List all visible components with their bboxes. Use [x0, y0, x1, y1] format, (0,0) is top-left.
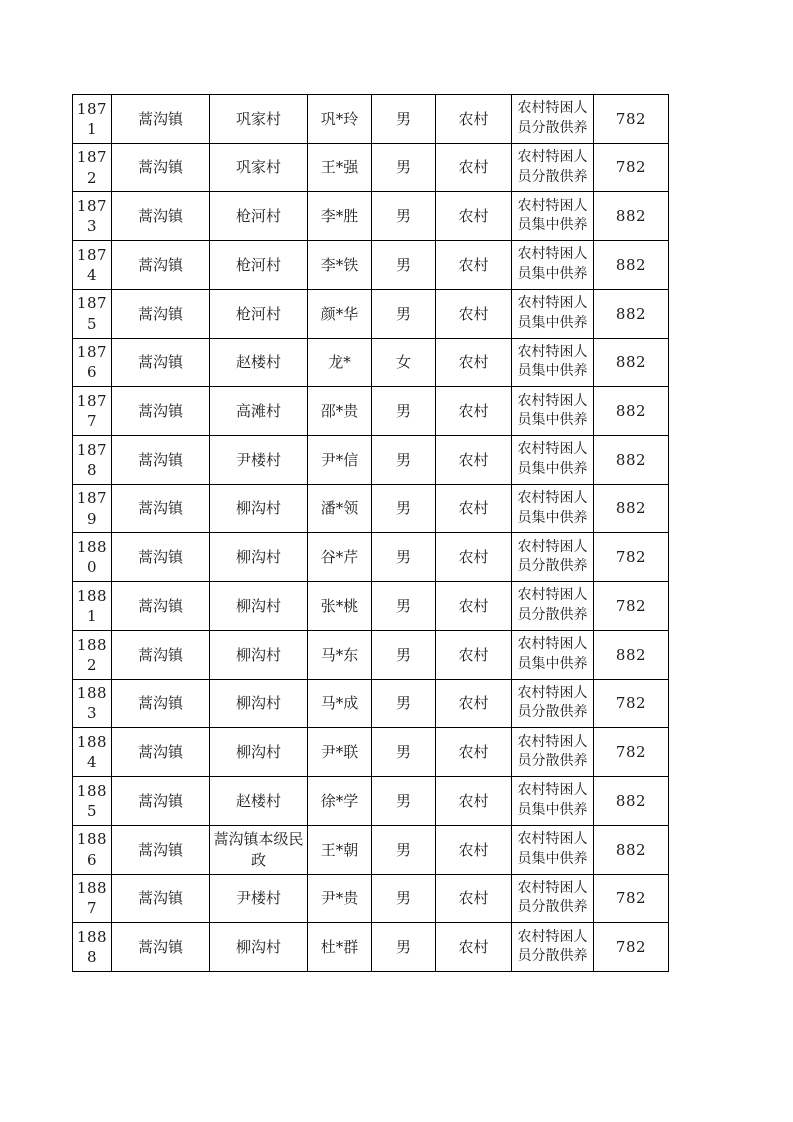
- cell-name: 李*铁: [308, 241, 372, 290]
- cell-town: 蒿沟镇: [112, 923, 210, 972]
- cell-category: 农村特困人员集中供养: [512, 241, 594, 290]
- cell-amount: 782: [594, 874, 669, 923]
- cell-seq: 1876: [73, 338, 112, 387]
- cell-category: 农村特困人员集中供养: [512, 436, 594, 485]
- cell-seq: 1877: [73, 387, 112, 436]
- cell-category: 农村特困人员分散供养: [512, 679, 594, 728]
- cell-area: 农村: [436, 630, 512, 679]
- cell-area: 农村: [436, 143, 512, 192]
- cell-seq: 1878: [73, 436, 112, 485]
- cell-village: 巩家村: [210, 143, 308, 192]
- table-row: [73, 533, 669, 582]
- cell-gender: 男: [372, 387, 436, 436]
- cell-area: 农村: [436, 825, 512, 874]
- cell-category: 农村特困人员分散供养: [512, 533, 594, 582]
- cell-seq: 1883: [73, 679, 112, 728]
- cell-gender: 男: [372, 436, 436, 485]
- cell-village: 枪河村: [210, 241, 308, 290]
- cell-amount: 782: [594, 582, 669, 631]
- cell-village: 柳沟村: [210, 630, 308, 679]
- cell-amount: 882: [594, 825, 669, 874]
- table-body: [73, 95, 669, 972]
- cell-gender: 男: [372, 923, 436, 972]
- cell-gender: 男: [372, 679, 436, 728]
- cell-area: 农村: [436, 728, 512, 777]
- cell-category: 农村特困人员分散供养: [512, 95, 594, 144]
- cell-seq: 1871: [73, 95, 112, 144]
- cell-seq: 1880: [73, 533, 112, 582]
- cell-category: 农村特困人员集中供养: [512, 289, 594, 338]
- cell-amount: 882: [594, 777, 669, 826]
- cell-town: 蒿沟镇: [112, 484, 210, 533]
- cell-village: 柳沟村: [210, 533, 308, 582]
- cell-category: 农村特困人员分散供养: [512, 728, 594, 777]
- table-row: [73, 338, 669, 387]
- cell-gender: 男: [372, 289, 436, 338]
- table-row: [73, 192, 669, 241]
- cell-amount: 882: [594, 192, 669, 241]
- cell-category: 农村特困人员分散供养: [512, 143, 594, 192]
- cell-name: 尹*贵: [308, 874, 372, 923]
- cell-town: 蒿沟镇: [112, 241, 210, 290]
- cell-amount: 882: [594, 338, 669, 387]
- cell-area: 农村: [436, 95, 512, 144]
- cell-village: 柳沟村: [210, 923, 308, 972]
- cell-seq: 1886: [73, 825, 112, 874]
- cell-amount: 882: [594, 289, 669, 338]
- cell-amount: 782: [594, 143, 669, 192]
- cell-area: 农村: [436, 874, 512, 923]
- table-row: [73, 289, 669, 338]
- table-row: [73, 679, 669, 728]
- cell-village: 柳沟村: [210, 582, 308, 631]
- cell-amount: 882: [594, 241, 669, 290]
- cell-gender: 男: [372, 874, 436, 923]
- cell-village: 柳沟村: [210, 728, 308, 777]
- cell-gender: 男: [372, 582, 436, 631]
- cell-town: 蒿沟镇: [112, 533, 210, 582]
- cell-area: 农村: [436, 338, 512, 387]
- cell-area: 农村: [436, 436, 512, 485]
- table-row: [73, 777, 669, 826]
- cell-category: 农村特困人员集中供养: [512, 825, 594, 874]
- cell-amount: 882: [594, 484, 669, 533]
- table-row: [73, 143, 669, 192]
- subsidy-table: [72, 94, 669, 972]
- cell-name: 潘*领: [308, 484, 372, 533]
- table-row: [73, 630, 669, 679]
- cell-town: 蒿沟镇: [112, 192, 210, 241]
- cell-town: 蒿沟镇: [112, 582, 210, 631]
- cell-area: 农村: [436, 533, 512, 582]
- cell-town: 蒿沟镇: [112, 95, 210, 144]
- cell-town: 蒿沟镇: [112, 338, 210, 387]
- cell-category: 农村特困人员分散供养: [512, 582, 594, 631]
- cell-seq: 1885: [73, 777, 112, 826]
- cell-area: 农村: [436, 192, 512, 241]
- cell-area: 农村: [436, 923, 512, 972]
- cell-village: 枪河村: [210, 289, 308, 338]
- cell-town: 蒿沟镇: [112, 825, 210, 874]
- cell-amount: 882: [594, 630, 669, 679]
- table-row: [73, 387, 669, 436]
- cell-name: 杜*群: [308, 923, 372, 972]
- cell-category: 农村特困人员集中供养: [512, 484, 594, 533]
- cell-name: 王*朝: [308, 825, 372, 874]
- cell-gender: 男: [372, 825, 436, 874]
- cell-gender: 男: [372, 95, 436, 144]
- cell-amount: 882: [594, 387, 669, 436]
- cell-village: 巩家村: [210, 95, 308, 144]
- cell-seq: 1881: [73, 582, 112, 631]
- cell-category: 农村特困人员集中供养: [512, 192, 594, 241]
- cell-seq: 1887: [73, 874, 112, 923]
- table-row: [73, 95, 669, 144]
- cell-category: 农村特困人员分散供养: [512, 874, 594, 923]
- cell-village: 枪河村: [210, 192, 308, 241]
- cell-seq: 1873: [73, 192, 112, 241]
- cell-gender: 男: [372, 192, 436, 241]
- table-row: [73, 436, 669, 485]
- cell-amount: 782: [594, 728, 669, 777]
- cell-town: 蒿沟镇: [112, 630, 210, 679]
- cell-village: 尹楼村: [210, 874, 308, 923]
- cell-category: 农村特困人员集中供养: [512, 630, 594, 679]
- cell-area: 农村: [436, 241, 512, 290]
- cell-village: 柳沟村: [210, 484, 308, 533]
- table-row: [73, 241, 669, 290]
- cell-amount: 882: [594, 436, 669, 485]
- cell-name: 巩*玲: [308, 95, 372, 144]
- cell-name: 龙*: [308, 338, 372, 387]
- cell-village: 高滩村: [210, 387, 308, 436]
- cell-village: 蒿沟镇本级民政: [210, 825, 308, 874]
- cell-gender: 男: [372, 241, 436, 290]
- cell-seq: 1879: [73, 484, 112, 533]
- cell-town: 蒿沟镇: [112, 728, 210, 777]
- cell-name: 尹*信: [308, 436, 372, 485]
- cell-seq: 1875: [73, 289, 112, 338]
- table-row: [73, 582, 669, 631]
- table-row: [73, 825, 669, 874]
- cell-town: 蒿沟镇: [112, 436, 210, 485]
- cell-name: 尹*联: [308, 728, 372, 777]
- cell-name: 马*东: [308, 630, 372, 679]
- table-row: [73, 923, 669, 972]
- cell-gender: 男: [372, 143, 436, 192]
- cell-town: 蒿沟镇: [112, 387, 210, 436]
- cell-amount: 782: [594, 95, 669, 144]
- cell-seq: 1872: [73, 143, 112, 192]
- cell-gender: 男: [372, 533, 436, 582]
- cell-village: 赵楼村: [210, 338, 308, 387]
- cell-village: 赵楼村: [210, 777, 308, 826]
- cell-name: 李*胜: [308, 192, 372, 241]
- cell-area: 农村: [436, 777, 512, 826]
- cell-gender: 男: [372, 728, 436, 777]
- cell-amount: 782: [594, 533, 669, 582]
- cell-seq: 1882: [73, 630, 112, 679]
- table-row: [73, 728, 669, 777]
- cell-name: 马*成: [308, 679, 372, 728]
- cell-name: 张*桃: [308, 582, 372, 631]
- cell-gender: 男: [372, 484, 436, 533]
- cell-seq: 1874: [73, 241, 112, 290]
- cell-area: 农村: [436, 289, 512, 338]
- cell-town: 蒿沟镇: [112, 289, 210, 338]
- cell-seq: 1888: [73, 923, 112, 972]
- table-row: [73, 484, 669, 533]
- cell-town: 蒿沟镇: [112, 143, 210, 192]
- cell-town: 蒿沟镇: [112, 874, 210, 923]
- cell-amount: 782: [594, 679, 669, 728]
- cell-area: 农村: [436, 484, 512, 533]
- cell-category: 农村特困人员集中供养: [512, 777, 594, 826]
- cell-name: 颜*华: [308, 289, 372, 338]
- cell-category: 农村特困人员分散供养: [512, 923, 594, 972]
- table-row: [73, 874, 669, 923]
- cell-name: 邵*贵: [308, 387, 372, 436]
- cell-category: 农村特困人员集中供养: [512, 338, 594, 387]
- cell-category: 农村特困人员集中供养: [512, 387, 594, 436]
- cell-town: 蒿沟镇: [112, 777, 210, 826]
- cell-name: 徐*学: [308, 777, 372, 826]
- cell-village: 柳沟村: [210, 679, 308, 728]
- cell-name: 王*强: [308, 143, 372, 192]
- cell-name: 谷*芹: [308, 533, 372, 582]
- cell-amount: 782: [594, 923, 669, 972]
- cell-area: 农村: [436, 679, 512, 728]
- cell-gender: 男: [372, 630, 436, 679]
- cell-seq: 1884: [73, 728, 112, 777]
- cell-gender: 女: [372, 338, 436, 387]
- cell-gender: 男: [372, 777, 436, 826]
- cell-area: 农村: [436, 387, 512, 436]
- cell-village: 尹楼村: [210, 436, 308, 485]
- cell-town: 蒿沟镇: [112, 679, 210, 728]
- cell-area: 农村: [436, 582, 512, 631]
